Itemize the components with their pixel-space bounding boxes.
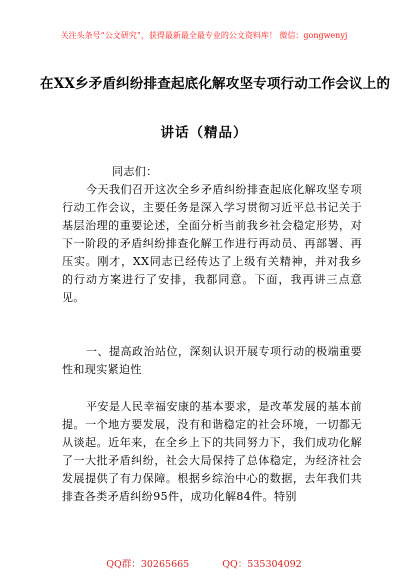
promo-banner: 关注头条号“公文研究”，获得最新最全最专业的公文资料库！ 微信：gongwenyj [60, 31, 348, 40]
qq-number: QQ：535304092 [222, 559, 302, 570]
paragraph-opening: 今天我们召开这次全乡矛盾纠纷排查起底化解攻坚专项行动工作会议，主要任务是深入学习贯彻习近平总书记关于基层治理的重要论述，全面分析当前我乡社会稳定形势，对下一阶段的矛盾纠纷排查化解工作进行再动员、再部署、再压实。刚才，XX同志已经传达了上级有关精神，并对我乡的行动方案进行了安排，我都同意。下面，我再讲三点意见。 [62, 183, 362, 304]
greeting: 同志们： [112, 165, 158, 178]
qq-group-number: QQ群：30265665 [106, 559, 190, 570]
document-subtitle: 讲话（精品） [160, 125, 248, 141]
section-heading-1: 一、提高政治站位，深刻认识开展专项行动的极端重要性和现实紧迫性 [62, 345, 362, 376]
document-title: 在XX乡矛盾纠纷排查起底化解攻坚专项行动工作会议上的 [40, 76, 391, 92]
paragraph-section-1: 平安是人民幸福安康的基本要求，是改革发展的基本前提。一个地方要发展，没有和谐稳定的社会环境，一切都无从谈起。近年来，在全乡上下的共同努力下，我们成功化解了一大批矛盾纠纷，社会大局保持了总体稳定，为经济社会发展提供了有力保障。根据乡综治中心的数据，去年我们共排查各类矛盾纠纷95件，成功化解84件。特别 [62, 400, 362, 503]
page-header [0, 0, 408, 46]
page-footer [0, 556, 408, 570]
